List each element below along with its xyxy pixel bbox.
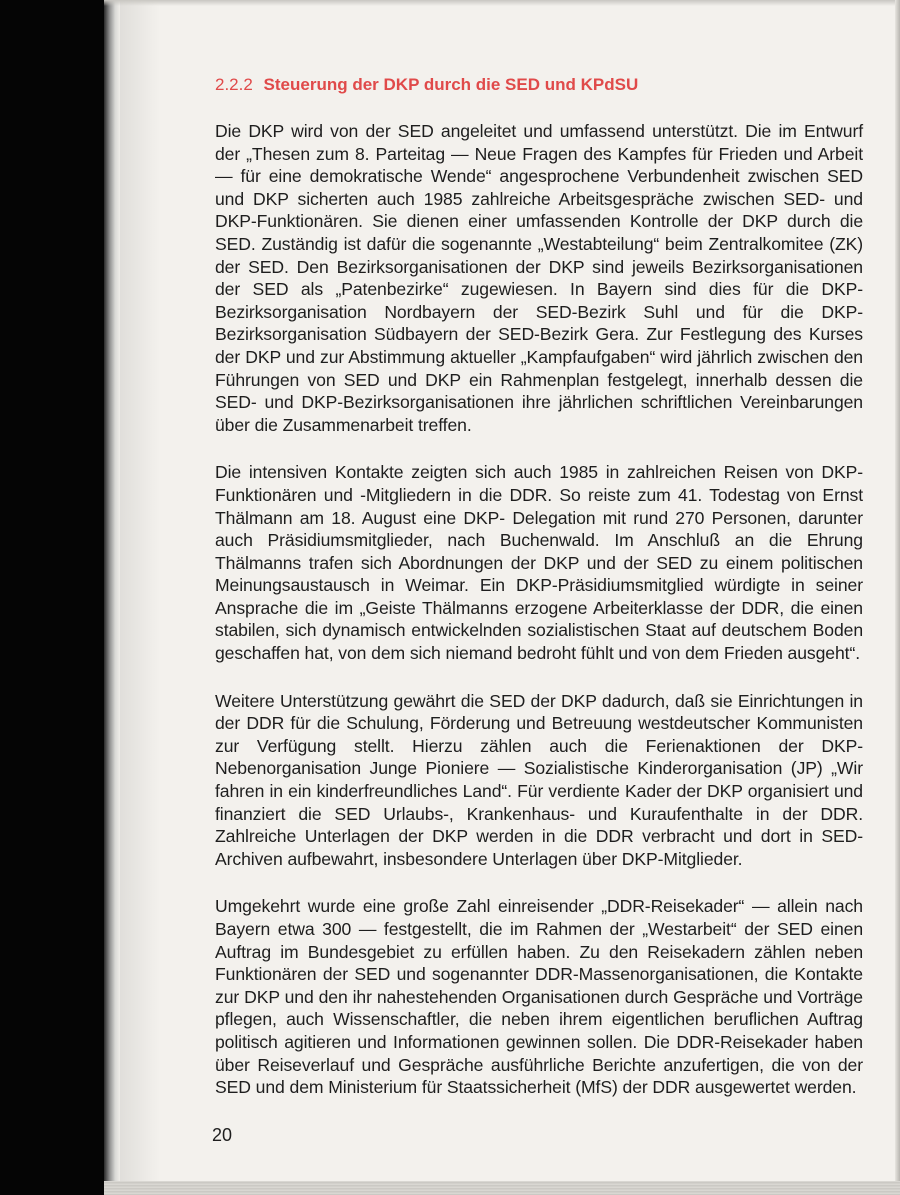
right-page-stack	[895, 0, 900, 1195]
paragraph-4: Umgekehrt wurde eine große Zahl einreisender „DDR-Reisekader“ — allein nach Bayern etwa 300 — festgestellt, die im Rahmen der „Westarbeit“ der SED einen Auftrag im Bundesgebiet zu erfüllen haben. Zu den Reisekadern zählen neben Funktionären der SED und sogenannter DDR-Massenorganisationen, die Kontakte zur DKP und den ihr nahestehenden Organisationen durch Gespräche und Vorträge pflegen, auch Wissenschaftler, die neben ihrem eigentlichen beruflichen Auftrag politisch agitieren und Informationen gewinnen sollen. Die DDR-Reisekader haben über Reiseverlauf und Gespräche ausführliche Berichte anzufertigen, die von der SED und dem Ministerium für Staatssicherheit (MfS) der DDR ausgewertet werden.	[215, 896, 863, 1098]
paragraph-3: Weitere Unterstützung gewährt die SED der DKP dadurch, daß sie Einrichtungen in der DDR für die Schulung, Förderung und Betreuung westdeutscher Kommunisten zur Verfügung stellt. Hierzu zählen auch die Ferienaktionen der DKP-Nebenorganisation Junge Pioniere — Sozialistische Kinderorganisation (JP) „Wir fahren in ein kinderfreundliches Land“. Für verdiente Kader der DKP organisiert und finanziert die SED Urlaubs-, Krankenhaus- und Kuraufenthalte in der DDR. Zahlreiche Unterlagen der DKP werden in die DDR verbracht und dort in SED-Archiven aufbewahrt, insbesondere Unterlagen über DKP-Mitglieder.	[215, 690, 863, 869]
paragraph-1: Die DKP wird von der SED angeleitet und umfassend unterstützt. Die im Entwurf der „Thesen zum 8. Parteitag — Neue Fragen des Kampfes für Frieden und Arbeit — für eine demokratische Wende“ angesprochene Verbundenheit zwischen SED und DKP sicherten auch 1985 zahlreiche Arbeitsgespräche zwischen SED- und DKP-Funktionären. Sie dienen einer umfassenden Kontrolle der DKP durch die SED. Zuständig ist dafür die sogenannte „Westabteilung“ beim Zentralkomitee (ZK) der SED. Den Bezirksorganisationen der DKP sind jeweils Bezirksorganisationen der SED als „Patenbezirke“ zugewiesen. In Bayern sind dies für die DKP-Bezirksorganisation Nordbayern der SED-Bezirk Suhl und für die DKP-Bezirksorganisation Südbayern der SED-Bezirk Gera. Zur Festlegung des Kurses der DKP und zur Abstimmung aktueller „Kampfaufgaben“ wird jährlich zwischen den Führungen von SED und DKP ein Rahmenplan festgelegt, innerhalb dessen die SED- und DKP-Bezirksorganisationen ihre jährlichen schriftlichen Vereinbarungen über die Zusammenarbeit treffen.	[215, 121, 863, 435]
gutter-shadow	[120, 0, 160, 1195]
section-heading	[215, 74, 863, 96]
book-binding-shadow	[0, 0, 104, 1195]
section-number: 2.2.2	[215, 75, 253, 94]
bottom-page-stack	[104, 1181, 900, 1195]
page-gutter-edge	[104, 0, 120, 1195]
section-title: Steuerung der DKP durch die SED und KPdSU	[263, 75, 639, 94]
paragraph-2: Die intensiven Kontakte zeigten sich auch 1985 in zahlreichen Reisen von DKP-Funktionären und -Mitgliedern in die DDR. So reiste zum 41. Todestag von Ernst Thälmann am 18. August eine DKP- Delegation mit rund 270 Personen, darunter auch Präsidiumsmitglieder, nach Buchenwald. Im Anschluß an die Ehrung Thälmanns trafen sich Abordnungen der DKP und der SED zu einem politischen Meinungsaustausch in Weimar. Ein DKP-Präsidiumsmitglied würdigte in seiner Ansprache die im „Geiste Thälmanns erzogene Arbeiterklasse der DDR, die einen stabilen, sich dynamisch entwickelnden sozialistischen Staat auf deutschem Boden geschaffen hat, von dem sich niemand bedroht fühlt und von dem Frieden ausgeht“.	[215, 462, 863, 664]
page-body	[215, 74, 863, 1124]
top-page-edge	[104, 0, 900, 6]
page-number: 20	[212, 1125, 233, 1145]
